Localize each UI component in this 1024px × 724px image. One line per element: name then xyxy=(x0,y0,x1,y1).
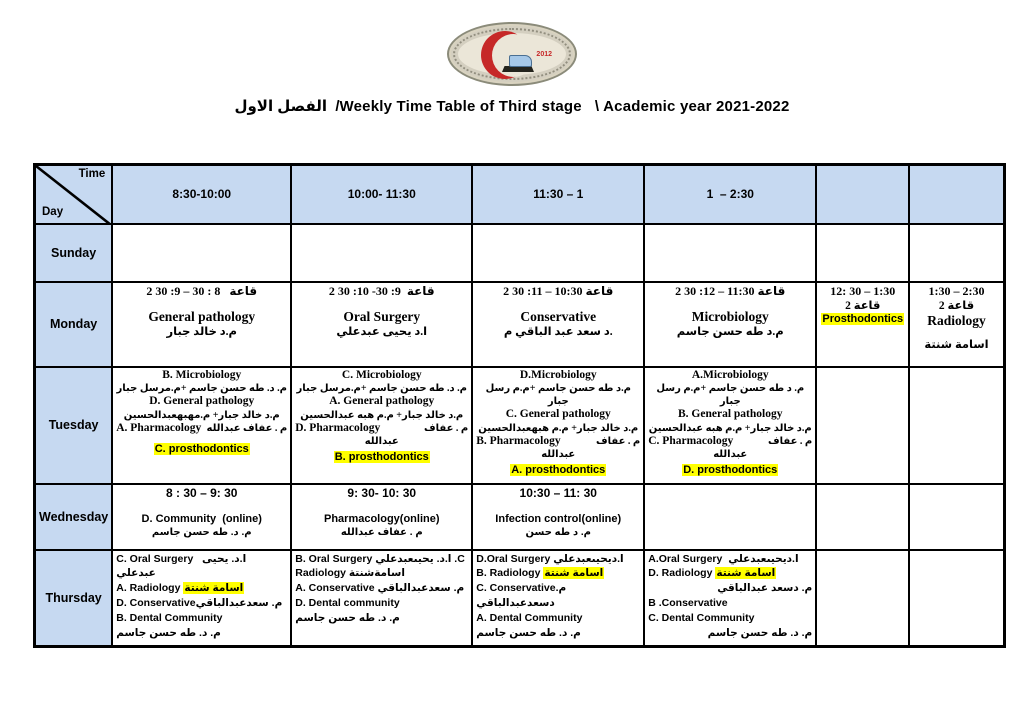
cell-line: م. دسعد عبدالباقي xyxy=(717,582,813,595)
cell-line: د سعد عبد الباقي م. xyxy=(503,326,613,339)
timetable-header-row xyxy=(35,165,1005,224)
cell-line: D. Community (online) xyxy=(141,512,262,525)
cell-line: 12: 30 – 1:30 xyxy=(830,283,896,298)
page-title: الفصل الاول /Weekly Time Table of Third stage \ Academic year 2021-2022 xyxy=(234,98,790,115)
cell-line: A. Conservative م. سعدعبدالباقي xyxy=(295,582,465,595)
cell-line: Radiology xyxy=(927,312,986,328)
cell-line xyxy=(476,566,640,581)
line-part: A. Radiology xyxy=(116,582,184,595)
cell-line: م. د طه حسن xyxy=(525,527,591,539)
cell-line: ا.د يحيى عبدعلي xyxy=(336,326,428,339)
line-part: B. Radiology xyxy=(476,567,544,580)
cell-line: Pharmacology(online) xyxy=(323,512,440,525)
timetable-cell xyxy=(472,282,644,367)
line-gap xyxy=(913,330,1000,338)
highlight-text: اسامة شنتة xyxy=(716,567,776,580)
timetable xyxy=(33,163,1006,648)
line-gap xyxy=(295,501,468,513)
timetable-cell xyxy=(644,367,816,484)
cell-line: Oral Surgery xyxy=(343,308,421,324)
line-gap xyxy=(295,299,468,309)
time-header-cell xyxy=(909,165,1004,224)
highlight-text: اسامة شنتة xyxy=(544,567,604,580)
day-cell: Wednesday xyxy=(35,484,113,550)
logo-oval xyxy=(447,22,577,86)
timetable-cell xyxy=(644,484,816,550)
highlight-text: C. prosthodontics xyxy=(154,443,249,456)
cell-line: 2 قاعة 8 : 30 – 9: 30 xyxy=(146,283,258,298)
cell-line: 2 قاعة 11:30 – 12: 30 xyxy=(675,283,786,298)
cell-line: B. Microbiology xyxy=(162,368,242,381)
timetable-cell xyxy=(816,224,909,282)
timetable-row xyxy=(35,224,1005,282)
cell-line: 8 : 30 – 9: 30 xyxy=(166,485,238,500)
cell-line: D. Conservativeم. سعدعبدالباقي xyxy=(116,597,283,610)
timetable-row xyxy=(35,282,1005,367)
cell-line: م.د خالد جبار+ م.م هبه عبدالحسين xyxy=(648,422,812,434)
time-header-cell xyxy=(816,165,909,224)
cell-line xyxy=(295,422,468,436)
day-cell: Thursday xyxy=(35,550,113,647)
line-gap xyxy=(476,501,640,513)
highlight-text: B. prosthodontics xyxy=(334,451,429,464)
timetable-cell xyxy=(112,367,291,484)
cell-line: قاعة 2 xyxy=(845,299,881,312)
timetable-cell xyxy=(472,224,644,282)
cell-line: م.د خالد جبار+ م.م هبه عبدالحسين xyxy=(300,409,464,421)
timetable-cell xyxy=(291,484,472,550)
day-cell: Sunday xyxy=(35,224,113,282)
cell-line: General pathology xyxy=(148,308,256,324)
timetable-cell xyxy=(291,224,472,282)
cell-line: عبدالله xyxy=(713,449,748,461)
timetable-cell xyxy=(816,550,909,647)
cell-line: 2 قاعة 9: 30- 10: 30 xyxy=(328,283,435,298)
timetable-cell xyxy=(909,367,1004,484)
cell-line: D. General pathology xyxy=(149,395,255,408)
day-cell: Monday xyxy=(35,282,113,367)
cell-line: اسامة شنتة xyxy=(924,338,989,351)
timetable-cell xyxy=(472,484,644,550)
timetable-cell xyxy=(909,550,1004,647)
highlight-text: Prosthodontics xyxy=(822,312,904,325)
highlight-text: D. prosthodontics xyxy=(683,464,778,477)
timetable-cell xyxy=(112,484,291,550)
cell-line: م.د خالد جبار+ م.م هبهعبدالحسين xyxy=(478,422,639,434)
cell-line: A. Dental Community xyxy=(476,612,583,625)
timetable-cell xyxy=(816,282,909,367)
cell-line: م . عفاف عبدالله xyxy=(340,527,423,539)
cell-line: D.Microbiology xyxy=(519,368,597,381)
highlight-text: اسامة شنتة xyxy=(184,582,244,595)
cell-line: C. Conservativeم. دسعدعبدالباقي xyxy=(476,582,567,610)
cell-line: م. د. طه حسن جاسم xyxy=(476,627,581,640)
cell-line xyxy=(116,443,287,457)
cell-line: عبدالله xyxy=(364,436,399,448)
timetable-row xyxy=(35,367,1005,484)
line-gap xyxy=(116,299,287,309)
cell-line: A. General pathology xyxy=(329,395,435,408)
day-cell: Tuesday xyxy=(35,367,113,484)
cell-line: Conservative xyxy=(520,308,597,324)
line-part: م . عفاف xyxy=(768,435,813,447)
timetable-row xyxy=(35,550,1005,647)
cell-line: م. د طه حسن جاسم +م.م رسل جبار xyxy=(656,383,805,408)
timetable-cell xyxy=(909,224,1004,282)
cell-line: م.د طه حسن جاسم xyxy=(676,326,784,339)
timetable-cell xyxy=(112,282,291,367)
cell-line: م. د. طه حسن جاسم xyxy=(295,612,400,625)
cell-line: B. Oral Surgery ا.د. يحيىعبدعلي .C xyxy=(295,552,465,565)
cell-line: قاعة 2 xyxy=(938,299,975,312)
cell-line xyxy=(116,581,287,596)
cell-line: 1:30 – 2:30 xyxy=(928,283,985,298)
cell-line: D.Oral Surgery ا.ديحيىعبدعلي xyxy=(476,552,624,565)
cell-line: عبدالله xyxy=(541,449,576,461)
logo-year: 2012 xyxy=(536,51,552,58)
cell-line xyxy=(820,313,905,327)
cell-line: B. Dental Community xyxy=(116,612,223,625)
corner-cell xyxy=(35,165,113,224)
line-part: D. Radiology xyxy=(648,567,716,580)
cell-line xyxy=(476,464,640,478)
cell-line: C. Microbiology xyxy=(341,368,422,381)
timetable-cell xyxy=(909,484,1004,550)
cell-line: C. Dental Community xyxy=(648,612,755,625)
cell-line: D. Dental community xyxy=(295,597,400,610)
cell-line: Microbiology xyxy=(691,308,769,324)
cell-line: م.د خالد جبار xyxy=(166,326,237,339)
cell-line: C. General pathology xyxy=(505,408,611,421)
highlight-text: A. prosthodontics xyxy=(511,464,606,477)
cell-line: Infection control(online) xyxy=(495,512,622,525)
corner-day-label: Day xyxy=(42,205,64,218)
timetable-cell xyxy=(291,550,472,647)
dental-chair-icon xyxy=(509,55,532,67)
cell-line: م. د. طه حسن جاسم xyxy=(116,627,221,640)
cell-line: م.د خالد جبار+ م.مهبهعبدالحسين xyxy=(123,409,280,421)
timetable-cell xyxy=(909,282,1004,367)
line-part: م . عفاف xyxy=(424,422,469,434)
timetable-cell xyxy=(291,282,472,367)
line-gap xyxy=(116,435,287,443)
line-part: C. Pharmacology xyxy=(648,434,734,447)
cell-line: Radiology اسامةشنتة xyxy=(295,567,405,580)
timetable-cell xyxy=(112,550,291,647)
timetable-cell xyxy=(644,224,816,282)
time-header-cell: 1 – 2:30 xyxy=(644,165,816,224)
timetable-cell xyxy=(644,282,816,367)
line-gap xyxy=(648,299,812,309)
line-gap xyxy=(116,501,287,513)
cell-line: م. د. طه حسن جاسم +م.مرسل جبار xyxy=(116,383,287,395)
cell-line: C. Oral Surgery ا.د. يحيى عبدعلي xyxy=(116,552,247,580)
line-part: D. Pharmacology xyxy=(295,421,381,434)
cell-line: 2 قاعة 10:30 – 11: 30 xyxy=(503,283,614,298)
timetable-cell xyxy=(291,367,472,484)
cell-line: م.د طه حسن جاسم +م.م رسل جبار xyxy=(485,383,631,408)
timetable-cell xyxy=(644,550,816,647)
cell-line xyxy=(648,566,812,581)
time-header-cell: 10:00- 11:30 xyxy=(291,165,472,224)
cell-line: م. د. طه حسن جاسم xyxy=(707,627,813,640)
line-part: B. Pharmacology xyxy=(476,434,561,447)
timetable-cell xyxy=(112,224,291,282)
time-header-cell: 8:30-10:00 xyxy=(112,165,291,224)
university-logo xyxy=(447,22,577,86)
timetable-row xyxy=(35,484,1005,550)
corner-time-label: Time xyxy=(78,168,106,180)
line-gap xyxy=(476,299,640,309)
cell-line: 10:30 – 11: 30 xyxy=(519,485,597,500)
cell-line xyxy=(476,435,640,449)
line-part: م . عفاف عبدالله xyxy=(206,422,288,434)
timetable-cell xyxy=(816,484,909,550)
cell-line: A.Oral Surgery ا.ديحيىعبدعلي xyxy=(648,552,799,565)
timetable-cell xyxy=(816,367,909,484)
time-header-cell: 11:30 – 1 xyxy=(472,165,644,224)
line-part: A. Pharmacology xyxy=(116,421,202,434)
line-part: م . عفاف xyxy=(596,435,641,447)
cell-line: A.Microbiology xyxy=(691,368,769,381)
cell-line xyxy=(648,435,812,449)
cell-line: B. General pathology xyxy=(678,408,783,421)
cell-line: 9: 30- 10: 30 xyxy=(347,485,417,500)
cell-line: م. د. طه حسن جاسم +م.مرسل جبار xyxy=(296,383,467,395)
cell-line xyxy=(116,422,287,436)
cell-line xyxy=(648,464,812,478)
cell-line xyxy=(295,451,468,465)
cell-line: B .Conservative xyxy=(648,597,728,610)
timetable-cell xyxy=(472,550,644,647)
cell-line: م. د. طه حسن جاسم xyxy=(151,527,252,539)
timetable-cell xyxy=(472,367,644,484)
